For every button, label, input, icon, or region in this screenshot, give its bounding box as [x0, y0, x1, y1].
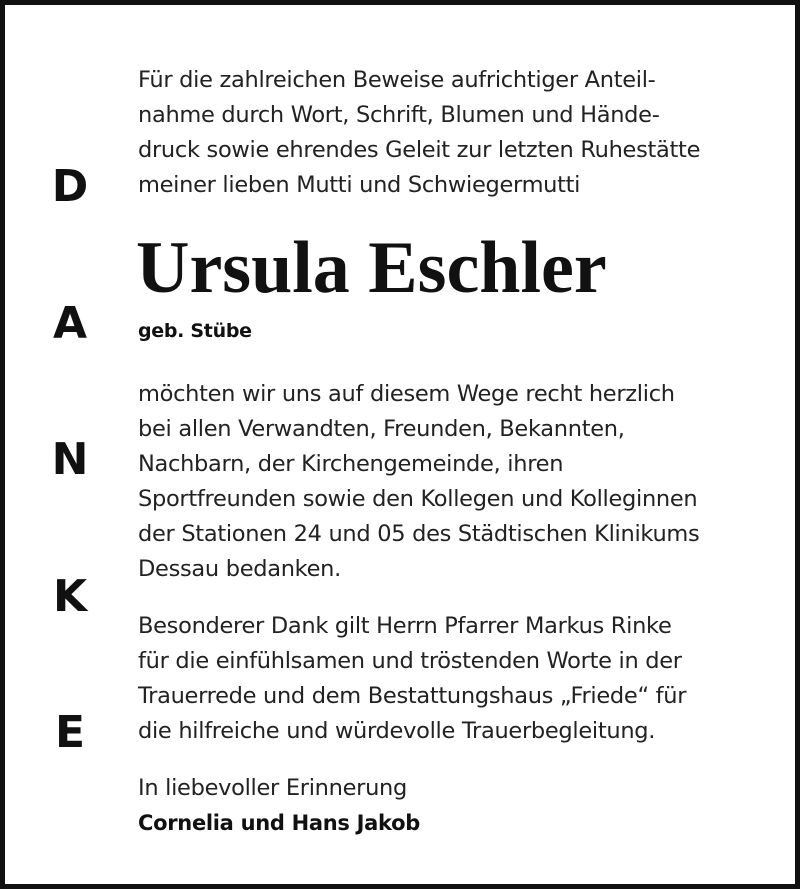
danke-letter: K — [52, 570, 88, 622]
text-line: druck sowie ehrendes Geleit zur letzten Ruhestätte — [138, 137, 701, 163]
danke-letter: N — [51, 434, 89, 485]
text-line: meiner lieben Mutti und Schwiegermutti — [138, 172, 581, 198]
text-line: Dessau bedanken. — [138, 556, 341, 582]
text-line: Sportfreunden sowie den Kollegen und Kolleginnen — [138, 486, 698, 512]
maiden-name: geb. Stübe — [138, 320, 252, 342]
vertical-danke — [35, 161, 105, 758]
special-thanks-paragraph — [138, 609, 788, 749]
danke-letter: D — [51, 161, 89, 212]
text-line: Trauerrede und dem Bestattungshaus „Friede“ für — [138, 683, 687, 709]
text-line: Besonderer Dank gilt Herrn Pfarrer Markus Rinke — [138, 613, 672, 639]
text-line: der Stationen 24 und 05 des Städtischen Klinikums — [138, 521, 700, 547]
text-line: bei allen Verwandten, Freunden, Bekannten, — [138, 416, 625, 442]
text-line: nahme durch Wort, Schrift, Blumen und Hände- — [138, 102, 660, 128]
closing-block — [138, 771, 788, 841]
danke-letter: E — [54, 707, 86, 758]
danke-letter: A — [52, 297, 88, 349]
text-line: möchten wir uns auf diesem Wege recht herzlich — [138, 381, 675, 407]
text-line: Nachbarn, der Kirchengemeinde, ihren — [138, 451, 564, 477]
text-line: Für die zahlreichen Beweise aufrichtiger Anteil- — [138, 67, 656, 93]
closing-line: In liebevoller Erinnerung — [138, 775, 407, 801]
signers: Cornelia und Hans Jakob — [138, 811, 420, 835]
text-line: für die einfühlsamen und tröstenden Worte in der — [138, 648, 682, 674]
text-line: die hilfreiche und würdevolle Trauerbegleitung. — [138, 718, 656, 744]
thanks-paragraph — [138, 377, 788, 587]
deceased-name: Ursula Eschler — [136, 227, 607, 309]
intro-paragraph — [138, 63, 788, 203]
notice-text — [138, 63, 788, 841]
